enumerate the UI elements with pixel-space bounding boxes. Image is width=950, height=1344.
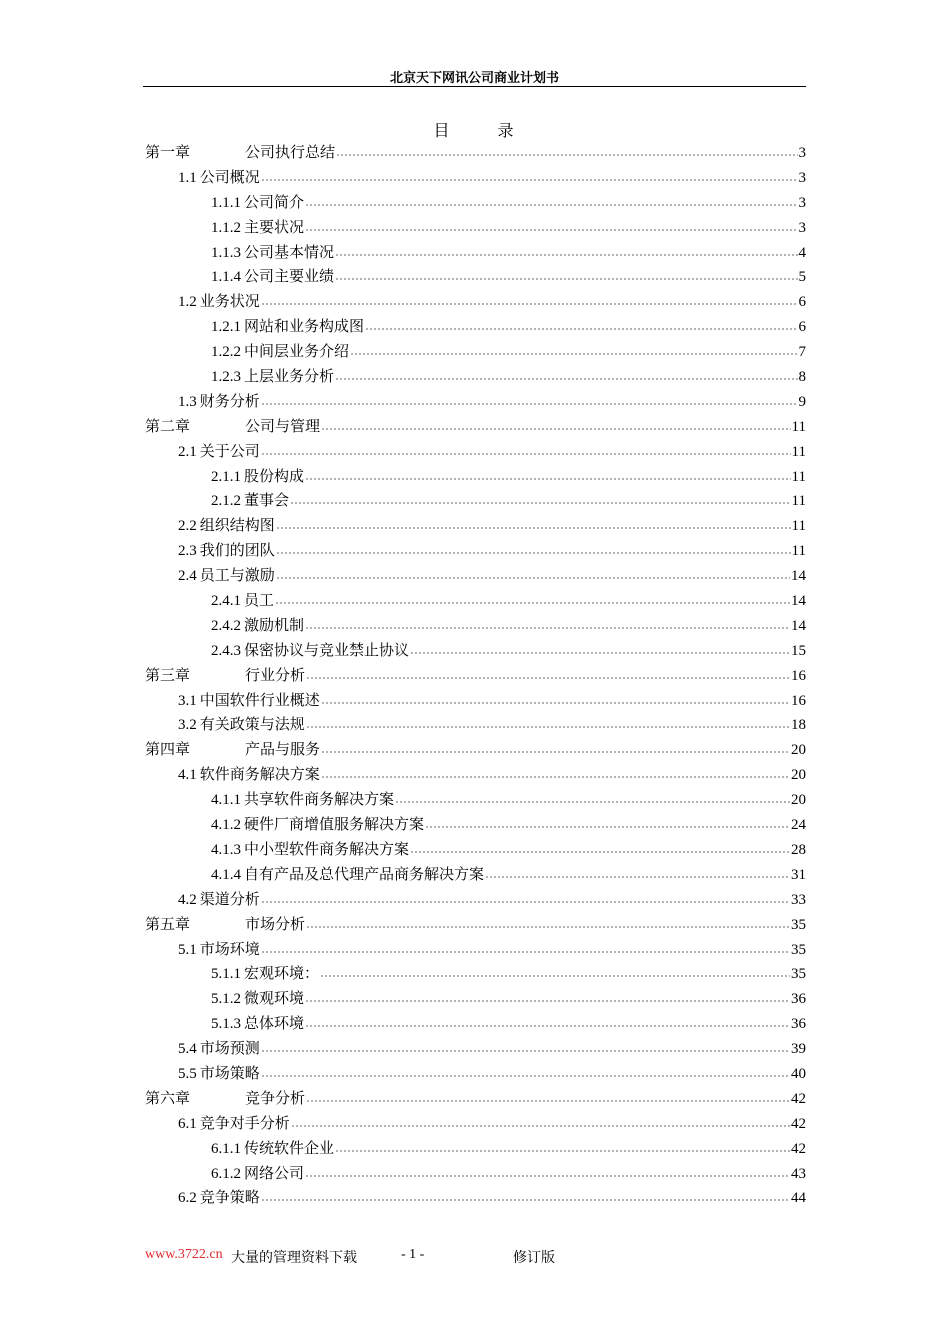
version-label: 修订版 xyxy=(513,1251,555,1266)
dot-leader xyxy=(306,726,790,728)
toc-entry-number: 4.1.1 xyxy=(211,792,241,809)
toc-entry[interactable] xyxy=(145,740,806,765)
toc-entry-number: 5.5 xyxy=(178,1065,197,1082)
toc-entry-page: 40 xyxy=(791,1065,806,1082)
toc-entry-number: 5.1.2 xyxy=(211,991,241,1008)
toc-heading-char-1: 目 xyxy=(433,123,452,140)
toc-entry-label: 市场预测 xyxy=(199,1041,260,1058)
toc-entry-page: 14 xyxy=(791,617,806,634)
toc-entry[interactable] xyxy=(145,815,806,840)
toc-entry-label: 竞争策略 xyxy=(199,1190,260,1207)
toc-entry-label: 中间层业务介绍 xyxy=(244,344,350,361)
toc-entry[interactable] xyxy=(145,417,806,442)
toc-entry-label: 业务状况 xyxy=(199,294,260,311)
footer-link[interactable]: www.3722.cn xyxy=(145,1247,223,1262)
dot-leader xyxy=(350,353,797,355)
toc-entry-number: 2.4.2 xyxy=(211,617,241,634)
dot-leader xyxy=(321,751,790,753)
toc-entry[interactable] xyxy=(145,467,806,492)
toc-entry-label: 总体环境 xyxy=(244,1016,305,1033)
toc-entry[interactable] xyxy=(145,840,806,865)
toc-entry-number: 4.1 xyxy=(178,767,197,784)
toc-entry-page: 11 xyxy=(791,418,806,435)
toc-entry[interactable] xyxy=(145,641,806,666)
dot-leader xyxy=(261,453,791,455)
toc-entry-label: 上层业务分析 xyxy=(244,369,335,386)
toc-entry[interactable] xyxy=(145,267,806,292)
toc-entry-page: 3 xyxy=(798,145,806,161)
toc-entry-number: 2.1.2 xyxy=(211,493,241,510)
toc-entry-label: 市场分析 xyxy=(245,916,306,933)
toc-entry-label: 董事会 xyxy=(244,493,290,510)
toc-entry-number: 1.3 xyxy=(178,393,197,410)
toc-entry[interactable] xyxy=(145,715,806,740)
toc-heading-char-2: 录 xyxy=(497,123,516,140)
toc-entry-label: 公司基本情况 xyxy=(244,244,335,261)
toc-entry-number: 1.1.1 xyxy=(211,194,241,211)
toc-entry-label: 保密协议与竞业禁止协议 xyxy=(244,642,410,659)
dot-leader xyxy=(261,1050,790,1052)
toc-entry-number: 1.1.3 xyxy=(211,244,241,261)
toc-entry-page: 39 xyxy=(791,1041,806,1058)
footer-text: 大量的管理资料下载 xyxy=(231,1251,357,1266)
toc-entry-label: 行业分析 xyxy=(245,667,306,684)
toc-entry-label: 产品与服务 xyxy=(245,742,321,759)
toc-entry-number: 5.1.3 xyxy=(211,1016,241,1033)
dot-leader xyxy=(306,1100,790,1102)
dot-leader xyxy=(335,1150,790,1152)
toc-entry-number: 1.1.2 xyxy=(211,219,241,236)
dot-leader xyxy=(276,552,791,554)
toc-entry-page: 11 xyxy=(791,493,806,510)
toc-entry-number: 1.2.2 xyxy=(211,344,241,361)
toc-entry[interactable] xyxy=(145,890,806,915)
toc-entry-number: 1.2.3 xyxy=(211,369,241,386)
toc-entry[interactable] xyxy=(145,1064,806,1089)
toc-entry[interactable] xyxy=(145,915,806,940)
toc-entry-page: 36 xyxy=(791,991,806,1008)
dot-leader xyxy=(306,677,790,679)
toc-entry-label: 股份构成 xyxy=(244,468,305,485)
toc-entry-number: 6.1.1 xyxy=(211,1140,241,1157)
toc-entry[interactable] xyxy=(145,392,806,417)
dot-leader xyxy=(305,1025,790,1027)
toc-entry[interactable] xyxy=(145,491,806,516)
toc-entry-page: 3 xyxy=(798,219,806,236)
toc-entry-number: 5.1 xyxy=(178,941,197,958)
toc-entry-label: 网络公司 xyxy=(244,1165,305,1182)
toc-entry-page: 20 xyxy=(791,742,806,759)
toc-entry[interactable] xyxy=(145,691,806,716)
toc-entry-number: 1.1 xyxy=(178,169,197,186)
dot-leader xyxy=(261,1075,790,1077)
toc-entry[interactable] xyxy=(145,666,806,691)
toc-entry-number: 1.2.1 xyxy=(211,319,241,336)
toc-entry-label: 激励机制 xyxy=(244,617,305,634)
toc-entry-page: 35 xyxy=(791,916,806,933)
toc-entry[interactable] xyxy=(145,790,806,815)
dot-leader xyxy=(365,328,797,330)
toc-entry-label: 公司主要业绩 xyxy=(244,269,335,286)
toc-entry-label: 软件商务解决方案 xyxy=(199,767,320,784)
toc-entry[interactable] xyxy=(145,143,806,168)
toc-entry[interactable] xyxy=(145,1039,806,1064)
toc-entry-label: 员工与激励 xyxy=(199,568,275,585)
toc-entry-label: 硬件厂商增值服务解决方案 xyxy=(244,817,425,834)
toc-entry-label: 公司与管理 xyxy=(245,418,321,435)
toc-entry-label: 我们的团队 xyxy=(199,543,275,560)
dot-leader xyxy=(276,577,790,579)
toc-entry-number: 第四章 xyxy=(145,742,191,759)
toc-entry-number: 5.1.1 xyxy=(211,966,241,983)
toc-entry-label: 关于公司 xyxy=(199,443,260,460)
header-divider xyxy=(143,86,806,87)
toc-entry-page: 35 xyxy=(791,966,806,983)
toc-entry[interactable] xyxy=(145,317,806,342)
toc-entry-number: 第六章 xyxy=(145,1090,191,1107)
toc-entry-number: 2.1.1 xyxy=(211,468,241,485)
toc-entry-page: 20 xyxy=(791,792,806,809)
document-header-title: 北京天下网讯公司商业计划书 xyxy=(389,70,559,85)
toc-entry-label: 竞争对手分析 xyxy=(199,1115,290,1132)
toc-entry-number: 4.1.4 xyxy=(211,866,241,883)
toc-entry-label: 共享软件商务解决方案 xyxy=(244,792,395,809)
toc-entry-number: 6.2 xyxy=(178,1190,197,1207)
toc-entry-page: 14 xyxy=(791,593,806,610)
dot-leader xyxy=(290,502,791,504)
dot-leader xyxy=(425,826,790,828)
toc-entry-page: 33 xyxy=(791,891,806,908)
toc-entry[interactable] xyxy=(145,616,806,641)
dot-leader xyxy=(335,378,797,380)
dot-leader xyxy=(276,527,791,529)
toc-entry-number: 2.1 xyxy=(178,443,197,460)
dot-leader xyxy=(261,403,798,405)
toc-entry[interactable] xyxy=(145,342,806,367)
toc-entry-number: 第二章 xyxy=(145,418,191,435)
toc-entry-label: 有关政策与法规 xyxy=(199,717,305,734)
toc-entry[interactable] xyxy=(145,541,806,566)
dot-leader xyxy=(321,428,791,430)
toc-entry-number: 2.4 xyxy=(178,568,197,585)
toc-entry-label: 市场策略 xyxy=(199,1065,260,1082)
toc-entry-page: 18 xyxy=(791,717,806,734)
toc-entry-page: 42 xyxy=(791,1090,806,1107)
toc-entry-label: 竞争分析 xyxy=(245,1090,306,1107)
toc-entry[interactable] xyxy=(145,292,806,317)
toc-entry[interactable] xyxy=(145,865,806,890)
toc-entry-number: 2.2 xyxy=(178,518,197,535)
toc-entry-page: 16 xyxy=(791,667,806,684)
toc-entry[interactable] xyxy=(145,1014,806,1039)
dot-leader xyxy=(410,851,790,853)
toc-entry-number: 2.4.3 xyxy=(211,642,241,659)
dot-leader xyxy=(305,1175,790,1177)
dot-leader xyxy=(320,975,790,977)
toc-entry-label: 公司简介 xyxy=(244,194,305,211)
dot-leader xyxy=(335,278,797,280)
toc-entry-label: 市场环境 xyxy=(199,941,260,958)
toc-entry[interactable] xyxy=(145,1188,806,1213)
toc-entry-label: 公司概况 xyxy=(199,169,260,186)
toc-entry-page: 4 xyxy=(798,244,806,261)
toc-entry-number: 4.2 xyxy=(178,891,197,908)
dot-leader xyxy=(305,204,797,206)
toc-entry-page: 15 xyxy=(791,642,806,659)
toc-entry[interactable] xyxy=(145,964,806,989)
toc-entry-number: 1.1.4 xyxy=(211,269,241,286)
toc-entry-page: 14 xyxy=(791,568,806,585)
toc-entry-label: 网站和业务构成图 xyxy=(244,319,365,336)
dot-leader xyxy=(395,801,790,803)
toc-entry-page: 6 xyxy=(798,294,806,311)
toc-entry-number: 第一章 xyxy=(145,145,191,161)
toc-entry-label: 公司执行总结 xyxy=(245,145,336,161)
toc-entry-page: 36 xyxy=(791,1016,806,1033)
toc-entry-label: 中国软件行业概述 xyxy=(199,692,320,709)
dot-leader xyxy=(305,478,791,480)
toc-entry-label: 组织结构图 xyxy=(199,518,275,535)
toc-entry-page: 3 xyxy=(798,194,806,211)
toc-entry-page: 42 xyxy=(791,1115,806,1132)
toc-entry[interactable] xyxy=(145,193,806,218)
toc-entry-label: 主要状况 xyxy=(244,219,305,236)
toc-entry-number: 2.4.1 xyxy=(211,593,241,610)
dot-leader xyxy=(305,229,797,231)
toc-entry[interactable] xyxy=(145,168,806,193)
dot-leader xyxy=(275,602,790,604)
toc-entry-label: 财务分析 xyxy=(199,393,260,410)
page-number: - 1 - xyxy=(401,1247,425,1262)
toc-entry-number: 6.1.2 xyxy=(211,1165,241,1182)
toc-entry-number: 2.3 xyxy=(178,543,197,560)
dot-leader xyxy=(321,776,790,778)
toc-entry-number: 4.1.3 xyxy=(211,841,241,858)
toc-entry-label: 中小型软件商务解决方案 xyxy=(244,841,410,858)
toc-entry[interactable] xyxy=(145,591,806,616)
toc-entry-page: 42 xyxy=(791,1140,806,1157)
toc-entry-page: 11 xyxy=(791,543,806,560)
toc-entry-label: 微观环境 xyxy=(244,991,305,1008)
toc-entry[interactable] xyxy=(145,1164,806,1189)
dot-leader xyxy=(291,1125,790,1127)
toc-entry[interactable] xyxy=(145,989,806,1014)
toc-entry-page: 44 xyxy=(791,1190,806,1207)
dot-leader xyxy=(261,951,790,953)
toc-entry-page: 11 xyxy=(791,468,806,485)
dot-leader xyxy=(261,901,790,903)
toc-entry[interactable] xyxy=(145,765,806,790)
toc-entry-page: 11 xyxy=(791,518,806,535)
toc-entry-page: 43 xyxy=(791,1165,806,1182)
toc-entry-page: 31 xyxy=(791,866,806,883)
toc-entry-page: 7 xyxy=(798,344,806,361)
dot-leader xyxy=(485,876,790,878)
toc-entry-page: 9 xyxy=(798,393,806,410)
toc-entry[interactable] xyxy=(145,1139,806,1164)
toc-entry-page: 28 xyxy=(791,841,806,858)
dot-leader xyxy=(305,1000,790,1002)
toc-entry[interactable] xyxy=(145,243,806,268)
toc-entry-number: 第三章 xyxy=(145,667,191,684)
toc-entry[interactable] xyxy=(145,516,806,541)
toc-entry-label: 员工 xyxy=(244,593,275,610)
toc-entry-page: 35 xyxy=(791,941,806,958)
toc-entry-number: 5.4 xyxy=(178,1041,197,1058)
toc-entry-number: 1.2 xyxy=(178,294,197,311)
toc-entry-page: 16 xyxy=(791,692,806,709)
toc-entry-page: 8 xyxy=(798,369,806,386)
toc-entry-number: 4.1.2 xyxy=(211,817,241,834)
dot-leader xyxy=(410,652,790,654)
toc-entry-label: 渠道分析 xyxy=(199,891,260,908)
dot-leader xyxy=(261,179,798,181)
toc-entry-page: 24 xyxy=(791,817,806,834)
table-of-contents xyxy=(145,143,806,1213)
dot-leader xyxy=(335,254,797,256)
toc-entry-page: 20 xyxy=(791,767,806,784)
dot-leader xyxy=(261,303,798,305)
toc-entry-label: 自有产品及总代理产品商务解决方案 xyxy=(244,866,485,883)
toc-heading xyxy=(143,118,806,141)
toc-entry-page: 3 xyxy=(798,169,806,186)
toc-entry-number: 3.1 xyxy=(178,692,197,709)
dot-leader xyxy=(336,154,797,156)
toc-entry[interactable] xyxy=(145,566,806,591)
toc-entry-number: 第五章 xyxy=(145,916,191,933)
toc-entry[interactable] xyxy=(145,442,806,467)
dot-leader xyxy=(305,627,790,629)
toc-entry-page: 11 xyxy=(791,443,806,460)
dot-leader xyxy=(306,926,790,928)
toc-entry-page: 5 xyxy=(798,269,806,286)
toc-entry[interactable] xyxy=(145,367,806,392)
toc-entry-page: 6 xyxy=(798,319,806,336)
toc-entry[interactable] xyxy=(145,1114,806,1139)
toc-entry[interactable] xyxy=(145,940,806,965)
toc-entry-number: 3.2 xyxy=(178,717,197,734)
dot-leader xyxy=(261,1199,790,1201)
toc-entry[interactable] xyxy=(145,218,806,243)
toc-entry[interactable] xyxy=(145,1089,806,1114)
toc-entry-label: 传统软件企业 xyxy=(244,1140,335,1157)
dot-leader xyxy=(321,702,790,704)
toc-entry-label: 宏观环境： xyxy=(244,966,320,983)
toc-entry-number: 6.1 xyxy=(178,1115,197,1132)
